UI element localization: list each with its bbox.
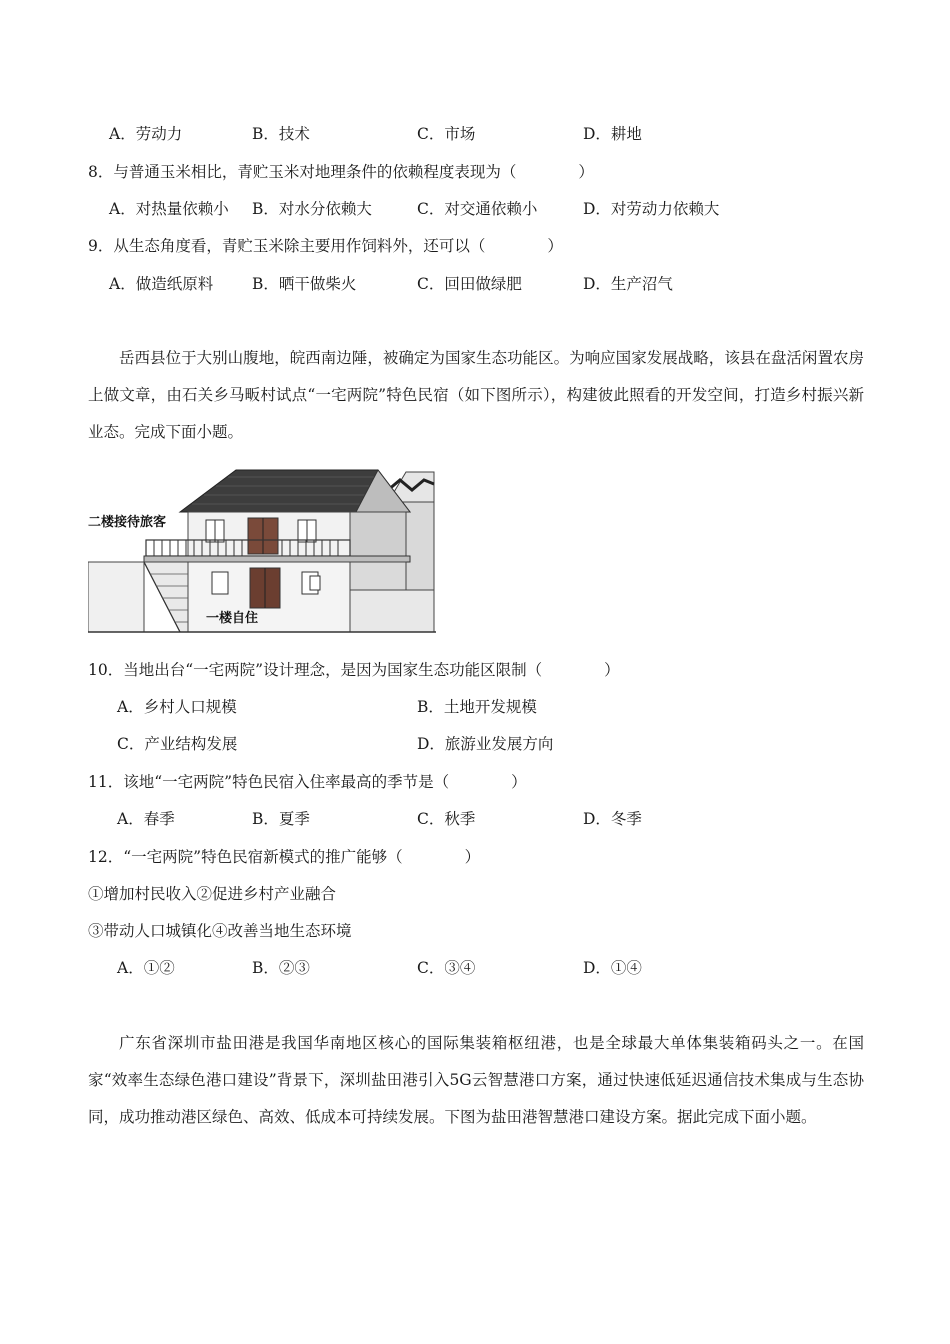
label-first-floor: 一楼自住 (206, 611, 259, 626)
q12-statement-2: ③带动人口城镇化④改善当地生态环境 (88, 922, 352, 940)
q9-option-d: D．生产沼气 (583, 275, 673, 293)
q8-stem: 8．与普通玉米相比，青贮玉米对地理条件的依赖程度表现为（ ） (88, 163, 594, 181)
q7-option-b: B．技术 (252, 125, 310, 143)
q8-option-c: C．对交通依赖小 (417, 200, 538, 218)
q10-option-b: B．土地开发规模 (417, 698, 537, 716)
house-illustration (88, 462, 436, 636)
q12-statement-1: ①增加村民收入②促进乡村产业融合 (88, 885, 337, 903)
q7-option-a: A．劳动力 (109, 125, 183, 143)
q10-option-c: C．产业结构发展 (117, 735, 238, 753)
q11-option-c: C．秋季 (417, 810, 476, 828)
passage-yuexi: 岳西县位于大别山腹地，皖西南边陲，被确定为国家生态功能区。为响应国家发展战略，该县在盘活闲置农房上做文章，由石关乡马畈村试点“一宅两院”特色民宿（如下图所示），构建彼此照看的开发空间，打造乡村振兴新业态。完成下面小题。 (88, 349, 864, 441)
q9-option-c: C．回田做绿肥 (417, 275, 522, 293)
passage-yantian: 广东省深圳市盐田港是我国华南地区核心的国际集装箱枢纽港，也是全球最大单体集装箱码头之一。在国家“效率生态绿色港口建设”背景下，深圳盐田港引入5G云智慧港口方案，通过快速低延迟通信技术集成与生态协同，成功推动港区绿色、高效、低成本可持续发展。下图为盐田港智慧港口建设方案。据此完成下面小题。 (88, 1034, 864, 1126)
q10-stem: 10．当地出台“一宅两院”设计理念，是因为国家生态功能区限制（ ） (88, 661, 620, 679)
q11-option-b: B．夏季 (252, 810, 310, 828)
q12-option-d: D．①④ (583, 959, 642, 977)
q9-stem: 9．从生态角度看，青贮玉米除主要用作饲料外，还可以（ ） (88, 237, 563, 255)
q9-option-b: B．晒干做柴火 (252, 275, 357, 293)
q12-option-c: C．③④ (417, 959, 476, 977)
q12-option-b: B．②③ (252, 959, 310, 977)
q12-option-a: A．①② (117, 959, 175, 977)
q12-stem: 12．“一宅两院”特色民宿新模式的推广能够（ ） (88, 848, 481, 866)
q11-option-d: D．冬季 (583, 810, 642, 828)
q8-option-a: A．对热量依赖小 (109, 200, 229, 218)
q11-stem: 11．该地“一宅两院”特色民宿入住率最高的季节是（ ） (88, 773, 527, 791)
label-second-floor: 二楼接待旅客 (88, 515, 167, 530)
q7-option-c: C．市场 (417, 125, 476, 143)
q8-option-d: D．对劳动力依赖大 (583, 200, 720, 218)
q10-option-a: A．乡村人口规模 (117, 698, 237, 716)
q9-option-a: A．做造纸原料 (109, 275, 214, 293)
q10-option-d: D．旅游业发展方向 (417, 735, 554, 753)
q8-option-b: B．对水分依赖大 (252, 200, 372, 218)
q7-option-d: D．耕地 (583, 125, 642, 143)
house-drawing (88, 462, 436, 636)
q11-option-a: A．春季 (117, 810, 175, 828)
